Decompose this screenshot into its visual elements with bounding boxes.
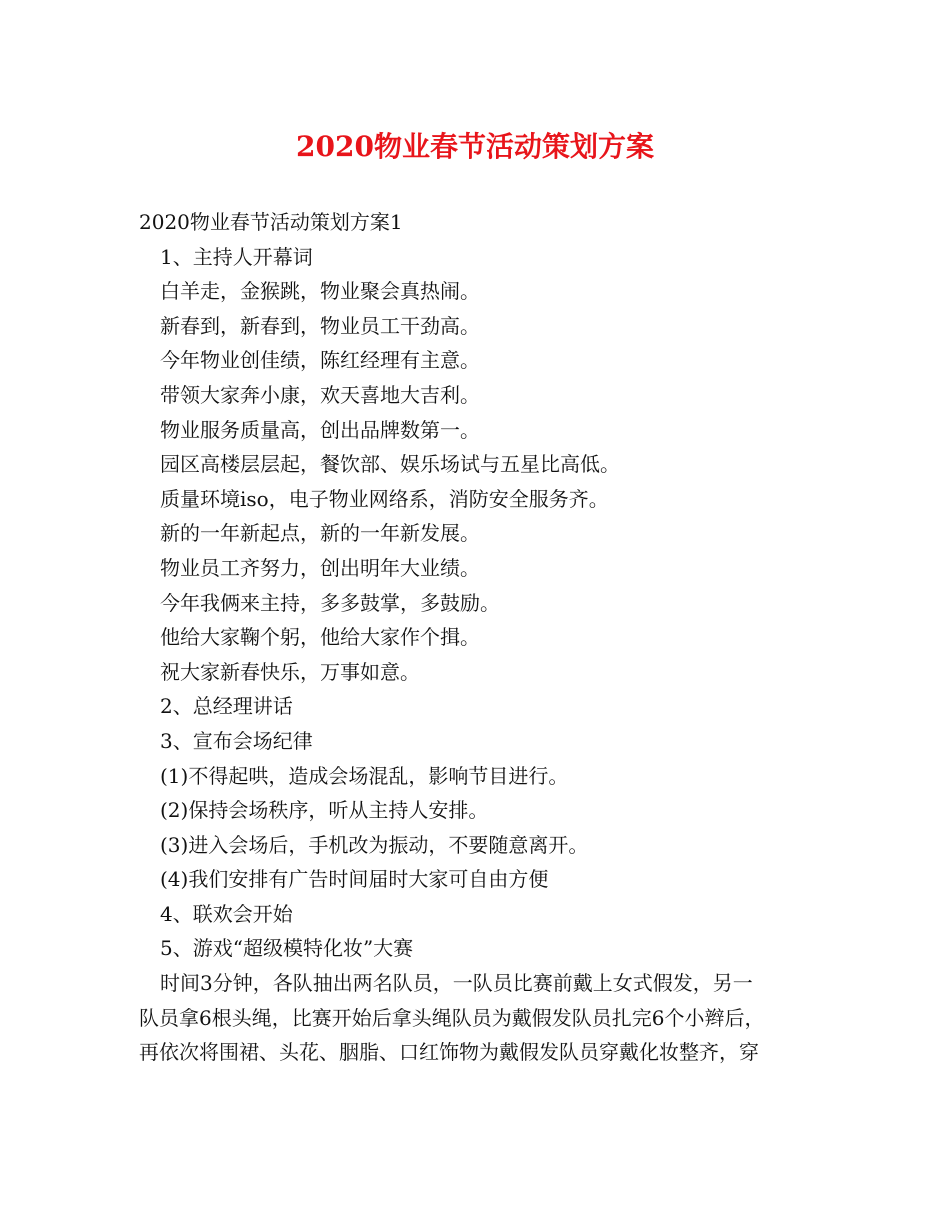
body-line: 今年我俩来主持，多多鼓掌，多鼓励。 [160, 590, 500, 615]
body-line: (1)不得起哄，造成会场混乱，影响节目进行。 [160, 763, 569, 788]
body-line: 2、总经理讲话 [160, 694, 293, 719]
body-line: 物业服务质量高，创出品牌数第一。 [160, 417, 480, 442]
body-line: 白羊走，金猴跳，物业聚会真热闹。 [160, 279, 480, 304]
body-line: 新的一年新起点，新的一年新发展。 [160, 521, 480, 546]
body-line: 5、游戏“超级模特化妆”大赛 [160, 936, 414, 961]
body-line: 质量环境iso，电子物业网络系，消防安全服务齐。 [160, 486, 609, 511]
body-line: 4、联欢会开始 [160, 901, 293, 926]
body-line: 3、宣布会场纪律 [160, 728, 313, 753]
body-line: 新春到，新春到，物业员工干劲高。 [160, 313, 480, 338]
document-body [139, 205, 829, 1070]
paragraph-line: 队员拿6根头绳，比赛开始后拿头绳队员为戴假发队员扎完6个小辫后， [139, 1005, 765, 1030]
paragraph-line: 时间3分钟，各队抽出两名队员，一队员比赛前戴上女式假发，另一 [160, 971, 753, 996]
body-line: 园区高楼层层起，餐饮部、娱乐场试与五星比高低。 [160, 452, 620, 477]
body-line: 带领大家奔小康，欢天喜地大吉利。 [160, 382, 480, 407]
body-line: 今年物业创佳绩，陈红经理有主意。 [160, 348, 480, 373]
body-line: 物业员工齐努力，创出明年大业绩。 [160, 555, 480, 580]
section-heading: 2020物业春节活动策划方案1 [139, 210, 403, 234]
body-line: (3)进入会场后，手机改为振动，不要随意离开。 [160, 832, 589, 857]
body-line: 他给大家鞠个躬，他给大家作个揖。 [160, 625, 480, 650]
body-line: 祝大家新春快乐，万事如意。 [160, 659, 420, 684]
body-line: 1、主持人开幕词 [160, 244, 313, 269]
body-line: (4)我们安排有广告时间届时大家可自由方便 [160, 867, 549, 892]
body-line: (2)保持会场秩序，听从主持人安排。 [160, 798, 489, 823]
paragraph-line: 再依次将围裙、头花、胭脂、口红饰物为戴假发队员穿戴化妆整齐，穿 [139, 1040, 759, 1065]
document-title: 2020物业春节活动策划方案 [296, 130, 654, 163]
